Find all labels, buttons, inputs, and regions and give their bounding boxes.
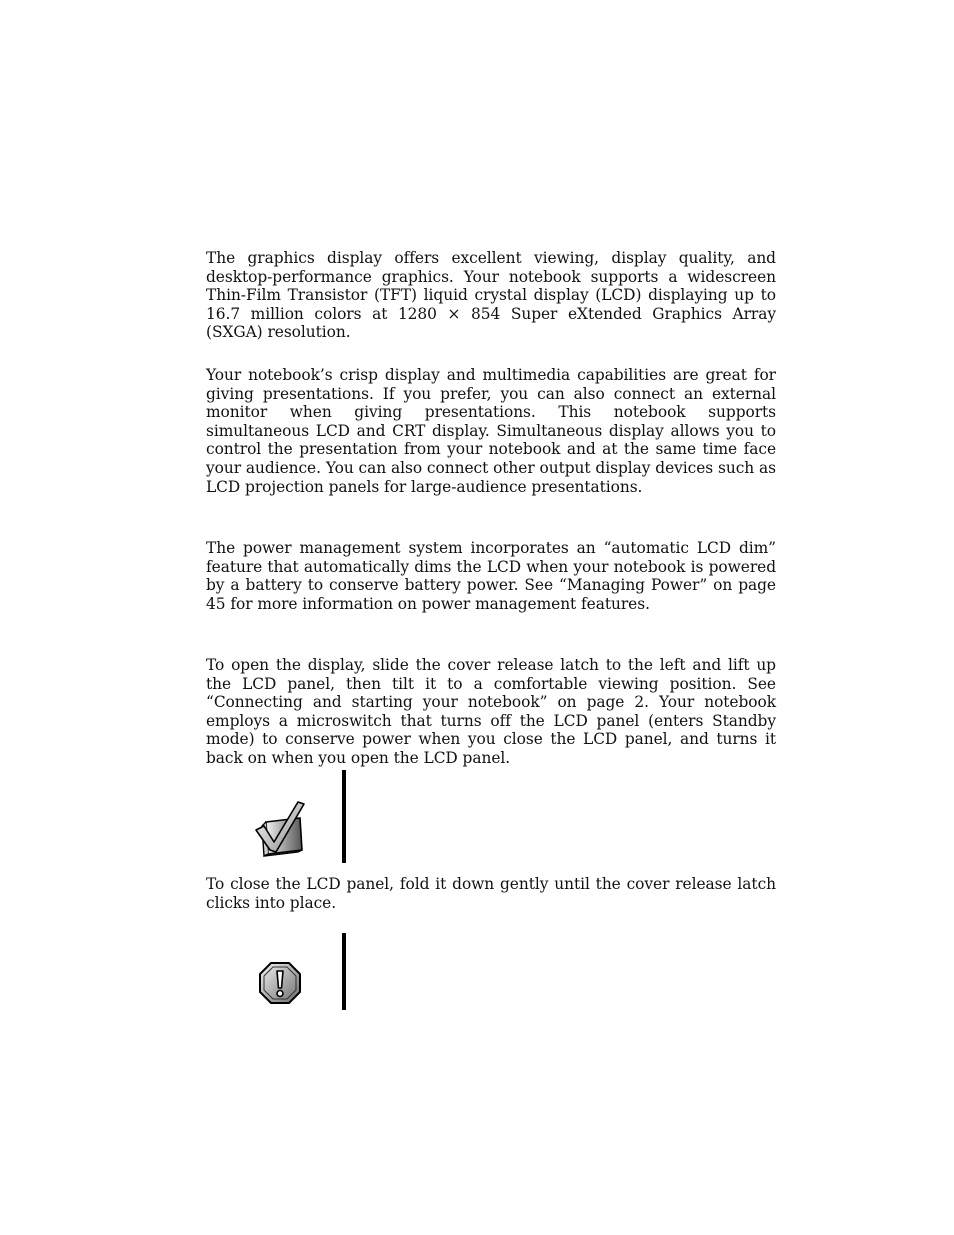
power-management-paragraph: The power management system incorporates an “automatic LCD dim” feature that automatically dims the LCD when your notebook is powered by a battery to conserve battery power. See “Managing Power” on page 45 for more information on power management features. (206, 539, 776, 613)
warning-divider-bar (342, 933, 346, 1010)
checkmark-note-icon (252, 800, 308, 858)
warning-octagon-icon (258, 961, 302, 1005)
presentations-paragraph: Your notebook’s crisp display and multimedia capabilities are great for giving presentations. If you prefer, you can also connect an external monitor when giving presentations. This notebook supports simultaneous LCD and CRT display. Simultaneous display allows you to control the presentation from your notebook and at the same time face your audience. You can also connect other output display devices such as LCD projection panels for large-audience presentations. (206, 366, 776, 496)
note-divider-bar (342, 770, 346, 863)
display-intro-paragraph: The graphics display offers excellent viewing, display quality, and desktop-performance graphics. Your notebook supports a widescreen Thin-Film Transistor (TFT) liquid crystal display (LCD) displaying up to 16.7 million colors at 1280 × 854 Super eXtended Graphics Array (SXGA) resolution. (206, 249, 776, 342)
open-display-paragraph: To open the display, slide the cover release latch to the left and lift up the LCD panel, then tilt it to a comfortable viewing position. See “Connecting and starting your notebook” on page 2. Your notebook employs a microswitch that turns off the LCD panel (enters Standby mode) to conserve power when you close the LCD panel, and turns it back on when you open the LCD panel. (206, 656, 776, 767)
close-display-paragraph: To close the LCD panel, fold it down gently until the cover release latch clicks into place. (206, 875, 776, 912)
